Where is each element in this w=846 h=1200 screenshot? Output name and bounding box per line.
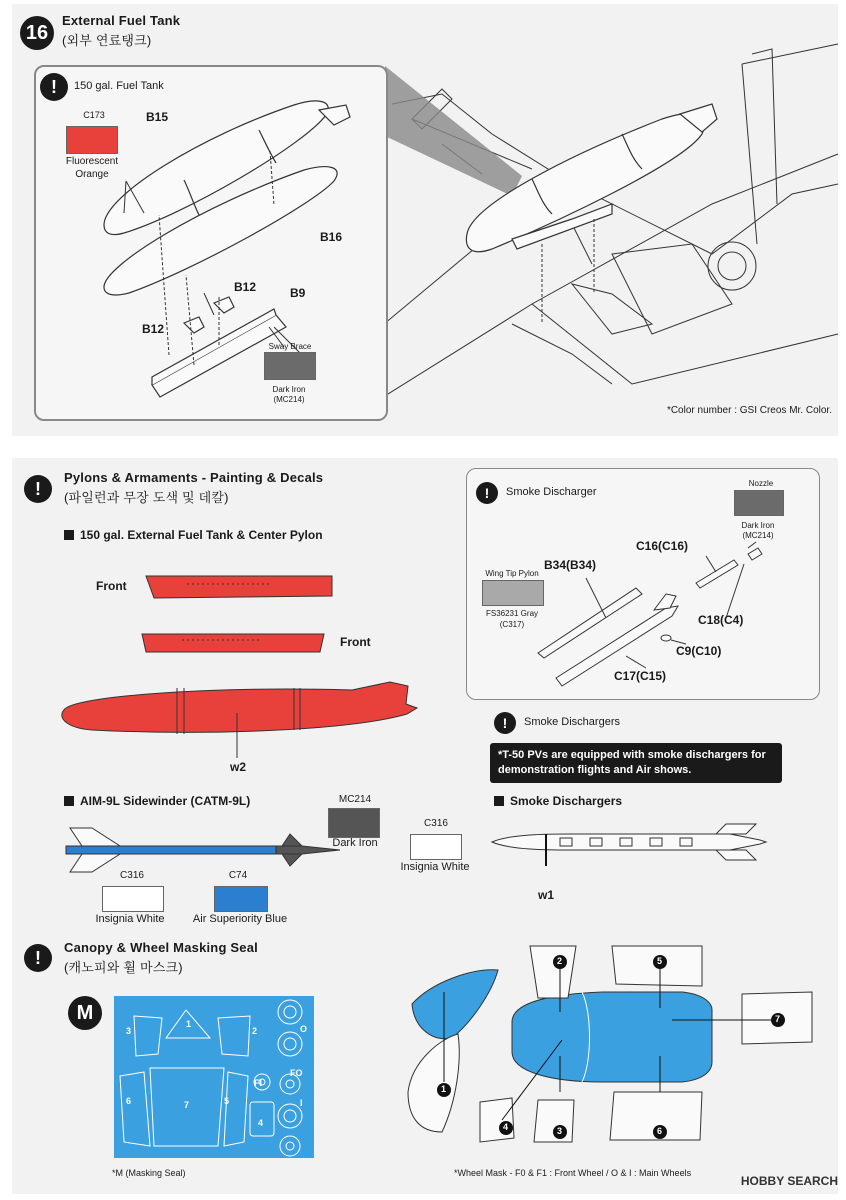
dark-iron-label: Dark Iron (272, 385, 306, 394)
smoke-box-title: Smoke Discharger (506, 486, 597, 498)
c74-swatch (214, 886, 268, 912)
inset-title: 150 gal. Fuel Tank (74, 80, 164, 92)
wheel-label-fo: FO (290, 1068, 303, 1078)
watermark: HOBBY SEARCH (740, 1174, 838, 1188)
canopy-attention-icon: ! (24, 944, 52, 972)
diagram-num-2: 2 (557, 956, 563, 966)
aim9-c316-code: C316 (120, 870, 144, 881)
smoke-dischargers-heading (494, 794, 622, 808)
smoke-note-title: Smoke Dischargers (524, 716, 620, 728)
c74-code: C74 (228, 870, 248, 881)
part-b12-left: B12 (142, 322, 165, 336)
wheel-label-fi: FI (254, 1078, 262, 1088)
dark-iron-code: (MC214) (273, 395, 305, 404)
mask-num-7: 7 (184, 1100, 190, 1110)
red-pylon-and-tank-drawing (12, 558, 432, 818)
bullet-square (64, 796, 74, 806)
masking-seal-badge: M (68, 996, 102, 1030)
smoke-c316-code: C316 (424, 818, 448, 829)
diagram-num-3: 3 (557, 1126, 563, 1136)
smoke-dischargers-heading-text: Smoke Dischargers (510, 794, 623, 808)
diagram-num-7: 7 (775, 1014, 781, 1024)
mask-note: *M (Masking Seal) (112, 1168, 186, 1178)
mc214-name: Dark Iron (332, 837, 378, 849)
smoke-note-attention-icon: ! (494, 712, 516, 734)
pylons-panel (12, 458, 838, 1194)
nozzle-color-code: (MC214) (742, 531, 774, 540)
fuel-tank-exploded-drawing (34, 65, 384, 417)
step16-title: External Fuel Tank (62, 13, 181, 28)
mask-num-4: 4 (258, 1118, 264, 1128)
part-c17: C17(C15) (614, 669, 667, 683)
fuel-tank-heading (64, 528, 323, 542)
smoke-discharger-exploded-drawing (466, 468, 818, 698)
aim9-c316-name: Insignia White (95, 913, 165, 925)
diagram-num-5: 5 (657, 956, 663, 966)
bullet-square (64, 530, 74, 540)
smoke-c316-swatch (410, 834, 462, 860)
masking-sheet-cuts (114, 996, 314, 1158)
attention-icon: ! (40, 73, 68, 101)
wing-tip-color-code: (C317) (499, 620, 525, 629)
part-b12-right: B12 (234, 280, 257, 294)
pylons-attention-icon: ! (24, 475, 52, 503)
part-c9: C9(C10) (676, 644, 722, 658)
fuel-tank-heading-text: 150 gal. External Fuel Tank & Center Pylon (80, 528, 323, 542)
diagram-num-6: 6 (657, 1126, 663, 1136)
mask-num-2: 2 (252, 1026, 258, 1036)
wheel-label-o: O (300, 1024, 308, 1034)
decal-w1: w1 (538, 888, 555, 902)
wing-tip-label: Wing Tip Pylon (485, 569, 539, 578)
part-b9: B9 (290, 286, 306, 300)
front-label-1: Front (96, 579, 127, 593)
aim9-c316-swatch (102, 886, 164, 912)
front-label-2: Front (340, 635, 371, 649)
mask-num-5: 5 (224, 1096, 230, 1106)
pylons-title-ko: (파일런과 무장 도색 및 데칼) (64, 490, 229, 505)
step-number-badge: 16 (20, 16, 54, 50)
diagram-num-4: 4 (503, 1122, 509, 1132)
nozzle-label: Nozzle (748, 479, 774, 488)
sway-brace-label: Sway Brace (268, 342, 312, 351)
smoke-notice: *T-50 PVs are equipped with smoke dischargers for demonstration flights and Air shows. (490, 743, 782, 783)
smoke-discharger-pod-drawing (490, 818, 790, 878)
wheel-label-i: I (300, 1098, 303, 1108)
bullet-square (494, 796, 504, 806)
step16-title-ko: (외부 연료탱크) (62, 33, 152, 48)
canopy-mask-diagram (402, 942, 822, 1172)
wheel-mask-note: *Wheel Mask - F0 & F1 : Front Wheel / O & I : Main Wheels (454, 1168, 692, 1178)
canopy-title: Canopy & Wheel Masking Seal (64, 940, 258, 955)
part-b34: B34(B34) (544, 558, 597, 572)
aim9-heading-text: AIM-9L Sidewinder (CATM-9L) (80, 794, 251, 808)
wing-tip-color-name: FS36231 Gray (485, 609, 539, 618)
c74-name: Air Superiority Blue (192, 913, 288, 925)
mask-num-6: 6 (126, 1096, 132, 1106)
c173-code: C173 (83, 110, 105, 120)
part-c18: C18(C4) (698, 613, 744, 627)
smoke-c316-name: Insignia White (400, 861, 470, 873)
pylons-title: Pylons & Armaments - Painting & Decals (64, 470, 324, 485)
canopy-title-ko: (캐노피와 휠 마스크) (64, 960, 183, 975)
aim9-heading (64, 794, 250, 808)
mask-num-3: 3 (126, 1026, 132, 1036)
part-c16: C16(C16) (636, 539, 689, 553)
color-number-note: *Color number : GSI Creos Mr. Color. (666, 405, 832, 416)
part-b16: B16 (320, 230, 343, 244)
smoke-attention-icon: ! (476, 482, 498, 504)
nozzle-color-name: Dark Iron (741, 521, 775, 530)
part-b15: B15 (146, 110, 169, 124)
mc214-code: MC214 (338, 794, 372, 805)
c173-color-name: Fluorescent Orange (65, 156, 119, 180)
step16-panel (12, 4, 838, 436)
dark-iron-swatch (264, 352, 316, 380)
decal-w2: w2 (230, 760, 247, 774)
diagram-num-1: 1 (441, 1084, 447, 1094)
mask-num-1: 1 (186, 1019, 192, 1029)
